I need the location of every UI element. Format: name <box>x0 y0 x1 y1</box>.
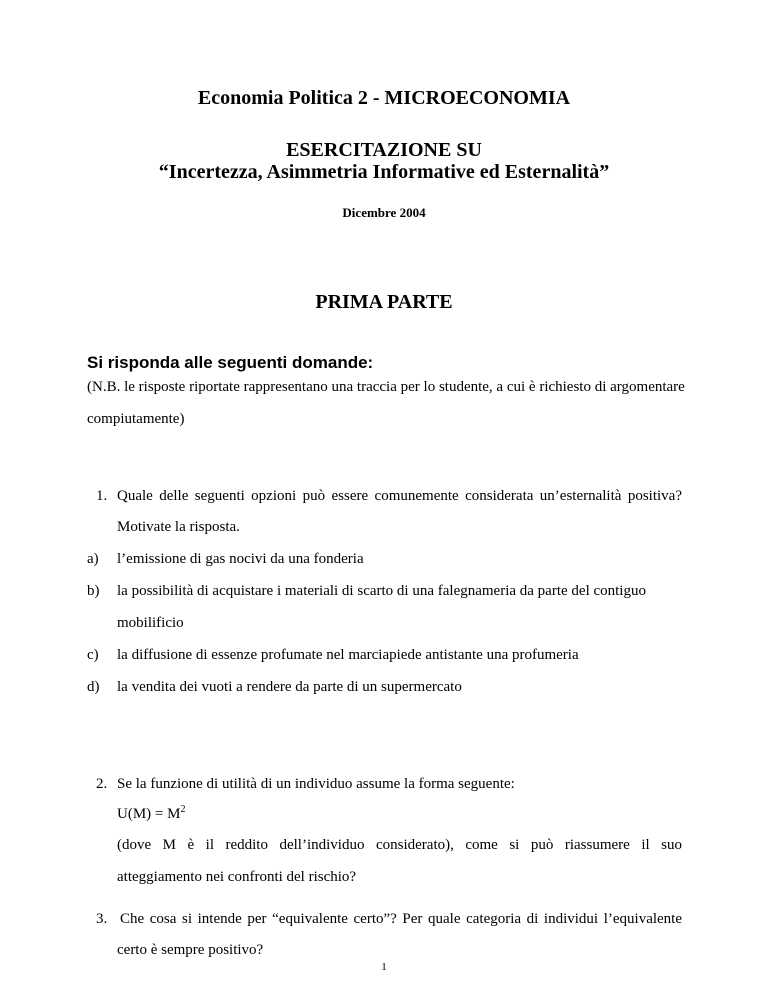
question-3-number: 3. <box>96 911 108 927</box>
section-title: PRIMA PARTE <box>315 291 453 313</box>
question-1-line1 <box>96 487 682 505</box>
option-b-text: la possibilità di acquistare i materiali di scarto di una falegnameria da parte del contiguo <box>117 583 646 599</box>
question-3-line1 <box>96 910 682 928</box>
option-d-label: d) <box>87 679 100 695</box>
page-number: 1 <box>381 961 387 973</box>
question-1-option-a <box>87 550 364 568</box>
option-b-label: b) <box>87 583 100 599</box>
question-1-text: Quale delle seguenti opzioni può essere comunemente considerata un’esternalità positiva? <box>117 488 682 504</box>
question-2-line1 <box>96 775 515 793</box>
question-2-text: Se la funzione di utilità di un individuo assume la forma seguente: <box>117 776 515 792</box>
utility-formula: U(M) = M <box>117 806 181 822</box>
option-c-text: la diffusione di essenze profumate nel marciapiede antistante una profumeria <box>117 647 579 663</box>
instructions-note-line1: (N.B. le risposte riportate rappresentano una traccia per lo studente, a cui è richiesto di argomentare <box>87 379 685 395</box>
option-a-label: a) <box>87 551 99 567</box>
document-title: Economia Politica 2 - MICROECONOMIA <box>197 87 571 109</box>
option-b-text-line2: mobilificio <box>117 615 184 631</box>
question-2-line3: (dove M è il reddito dell’individuo considerato), come si può riassumere il suo <box>117 837 682 853</box>
document-date: Dicembre 2004 <box>342 205 426 220</box>
option-d-text: la vendita dei vuoti a rendere da parte di un supermercato <box>117 679 462 695</box>
question-2-number: 2. <box>96 776 108 792</box>
question-3-line2: certo è sempre positivo? <box>117 942 264 958</box>
question-1-option-d <box>87 678 462 696</box>
option-a-text: l’emissione di gas nocivi da una fonderia <box>117 551 364 567</box>
instructions-heading: Si risponda alle seguenti domande: <box>87 353 374 372</box>
question-1-option-b <box>87 582 646 600</box>
question-1-option-c <box>87 646 579 664</box>
option-c-label: c) <box>87 647 99 663</box>
question-1-number: 1. <box>96 488 108 504</box>
instructions-note-line2: compiutamente) <box>87 411 185 427</box>
question-1-line2: Motivate la risposta. <box>117 519 240 535</box>
exercise-title-line2: “Incertezza, Asimmetria Informative ed Esternalità” <box>158 161 610 183</box>
exercise-title-line1: ESERCITAZIONE SU <box>286 139 482 161</box>
question-2-line4: atteggiamento nei confronti del rischio? <box>117 869 357 885</box>
formula-exponent: 2 <box>180 804 186 815</box>
question-3-text: Che cosa si intende per “equivalente certo”? Per quale categoria di individui l’equivalente <box>120 911 682 927</box>
question-2-formula <box>117 805 185 823</box>
